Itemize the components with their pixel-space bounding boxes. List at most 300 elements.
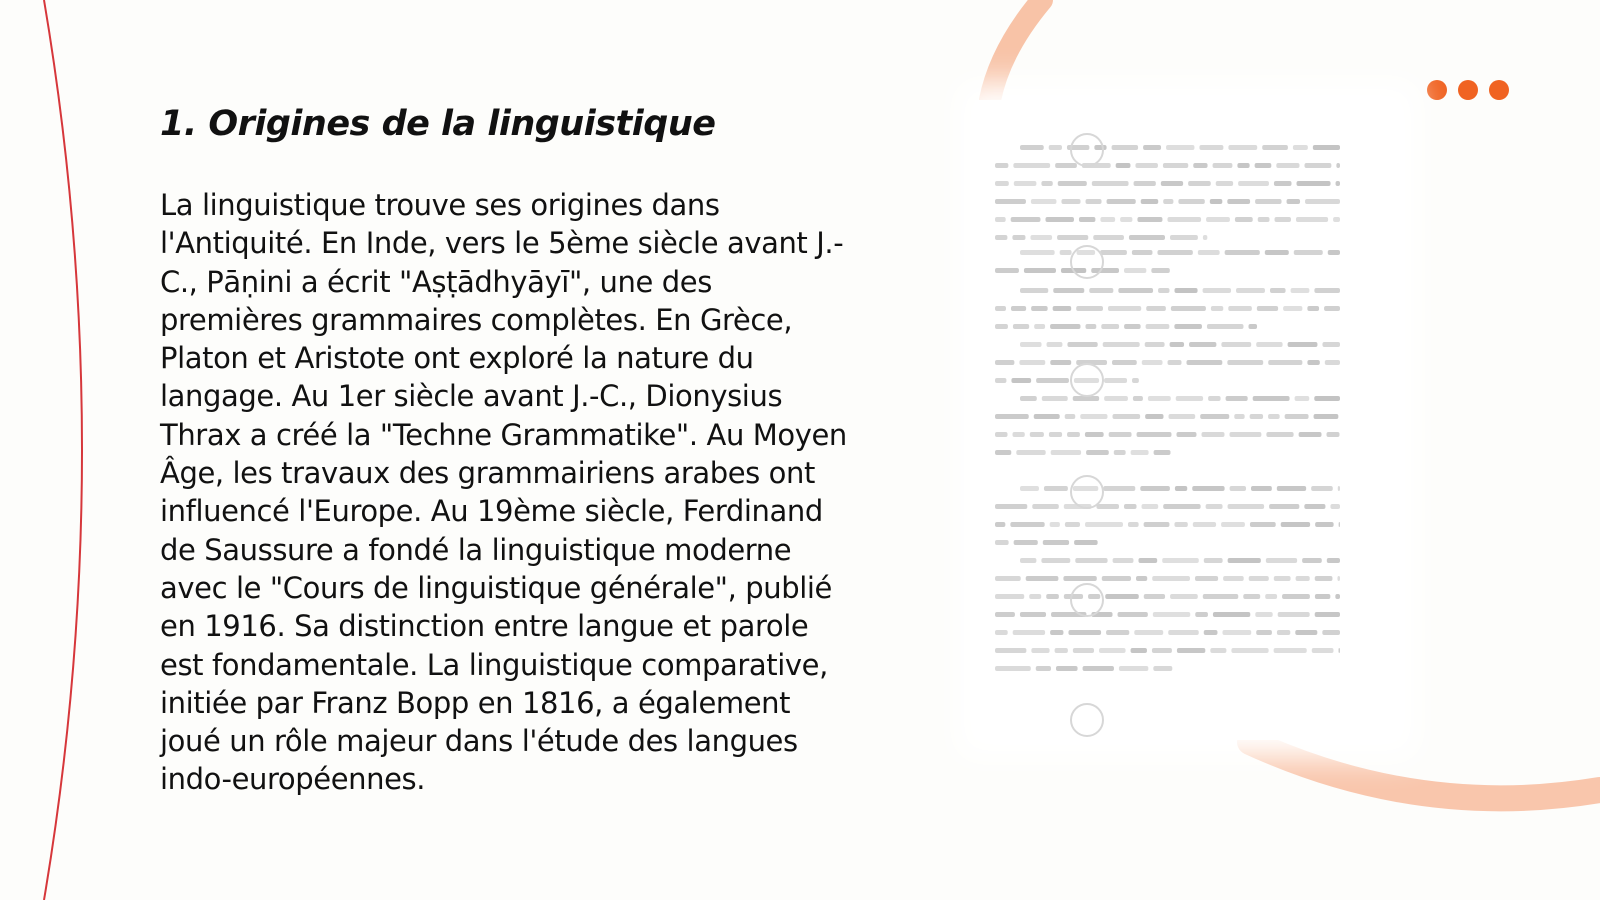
- scan-word: [1203, 594, 1238, 599]
- scan-word: [1189, 342, 1216, 347]
- scan-word: [1014, 540, 1038, 545]
- scan-word: [1199, 145, 1223, 150]
- scan-word: [1161, 181, 1183, 186]
- scan-word: [1036, 666, 1051, 671]
- scan-word: [1094, 145, 1106, 150]
- scan-word: [1061, 199, 1080, 204]
- scan-word: [1107, 199, 1136, 204]
- scan-word: [1265, 250, 1289, 255]
- scan-word: [995, 324, 1008, 329]
- scan-word: [1206, 504, 1223, 509]
- slide-title: 1. Origines de la linguistique: [160, 104, 716, 144]
- scan-word: [1336, 163, 1340, 168]
- scan-word: [1168, 630, 1199, 635]
- scan-word: [995, 199, 1026, 204]
- scan-word: [1248, 324, 1257, 329]
- scan-word: [1266, 558, 1297, 563]
- scan-word: [1296, 217, 1328, 222]
- scan-word: [1228, 145, 1257, 150]
- scan-word: [1315, 594, 1330, 599]
- scan-word: [1053, 288, 1084, 293]
- scan-word: [1029, 594, 1041, 599]
- scan-word: [1335, 594, 1340, 599]
- scan-word: [1228, 504, 1265, 509]
- scan-word: [1285, 414, 1309, 419]
- scan-word: [1235, 217, 1253, 222]
- scan-word: [1024, 268, 1056, 273]
- scan-word: [1322, 342, 1340, 347]
- scan-word: [1146, 306, 1166, 311]
- three-dots-icon: [1427, 80, 1509, 100]
- slide-body-text: La linguistique trouve ses origines dans l'Antiquité. En Inde, vers le 5ème siècle avant J.-C., Pāṇini a écrit "Aṣṭādhyāyī", une des premières grammaires complètes. En Grèce, Platon et Aristote ont exploré la nature du langage. Au 1er siècle avant J.-C., Dionysius Thrax a créé la "Techne Grammatike". Au Moyen Âge, les travaux des grammairiens arabes ont influencé l'Europe. Au 19ème siècle, Ferdinand de Saussure a fondé la linguistique moderne avec le "Cours de linguistique générale", publié en 1916. Sa distinction entre langue et parole est fondamentale. La linguistique comparative, initiée par Franz Bopp en 1816, a également joué un rôle majeur dans l'étude des langues indo-européennes.: [160, 188, 847, 797]
- scan-word: [1065, 522, 1080, 527]
- scan-word: [1050, 630, 1063, 635]
- scan-word: [1118, 288, 1153, 293]
- scan-word: [1153, 612, 1190, 617]
- scan-word: [1086, 199, 1102, 204]
- scan-word: [1243, 594, 1260, 599]
- scan-word: [1201, 432, 1224, 437]
- scan-word: [1152, 576, 1190, 581]
- scan-word: [995, 450, 1011, 455]
- scan-word: [1312, 648, 1334, 653]
- scan-word: [1204, 630, 1218, 635]
- scan-word: [1311, 486, 1333, 491]
- scan-word: [1294, 250, 1323, 255]
- scan-word: [1250, 414, 1263, 419]
- scan-word: [1175, 288, 1198, 293]
- scan-word: [1176, 432, 1196, 437]
- scan-word: [1145, 342, 1165, 347]
- scan-word: [1041, 181, 1052, 186]
- scan-word: [1031, 648, 1049, 653]
- scan-word: [1013, 163, 1050, 168]
- scan-word: [1056, 666, 1078, 671]
- scan-word: [1050, 324, 1080, 329]
- scan-word: [995, 163, 1008, 168]
- scan-word: [1230, 486, 1246, 491]
- scan-word: [1057, 235, 1088, 240]
- scan-word: [1192, 486, 1224, 491]
- scan-word: [1255, 199, 1281, 204]
- scan-word: [1030, 235, 1052, 240]
- scan-word: [1250, 522, 1276, 527]
- scan-word: [1020, 342, 1042, 347]
- scan-word: [1109, 432, 1132, 437]
- watermark-logo: [1071, 584, 1103, 616]
- scan-word: [1203, 235, 1207, 240]
- scan-word: [1077, 250, 1096, 255]
- scan-word: [1222, 630, 1251, 635]
- scan-word: [1085, 324, 1096, 329]
- scan-word: [1108, 306, 1141, 311]
- scan-word: [1020, 558, 1036, 563]
- scan-word: [1135, 163, 1157, 168]
- scan-word: [1124, 324, 1140, 329]
- scan-word: [1251, 486, 1272, 491]
- scan-word: [1064, 594, 1083, 599]
- scan-word: [1268, 360, 1302, 365]
- scan-word: [995, 630, 1008, 635]
- scan-word: [995, 432, 1008, 437]
- scan-word: [1151, 268, 1169, 273]
- scan-word: [1288, 342, 1318, 347]
- scan-word: [1137, 217, 1162, 222]
- scan-word: [1101, 324, 1119, 329]
- scan-word: [995, 414, 1029, 419]
- scan-word: [1158, 288, 1169, 293]
- scan-word: [1338, 648, 1340, 653]
- scan-word: [995, 235, 1007, 240]
- scan-word: [1144, 522, 1170, 527]
- scan-word: [1337, 576, 1340, 581]
- scan-word: [1307, 306, 1319, 311]
- scan-word: [1157, 250, 1192, 255]
- scan-word: [995, 666, 1031, 671]
- scan-word: [1011, 217, 1041, 222]
- scan-word: [1032, 504, 1059, 509]
- scan-word: [1297, 181, 1331, 186]
- scan-word: [1255, 612, 1272, 617]
- scan-word: [1144, 594, 1165, 599]
- scan-word: [1307, 360, 1319, 365]
- scan-word: [1034, 324, 1045, 329]
- scan-word: [1132, 378, 1139, 383]
- scan-word: [1103, 342, 1140, 347]
- scan-word: [1230, 432, 1262, 437]
- scan-word: [1050, 522, 1060, 527]
- scan-word: [995, 576, 1021, 581]
- scan-word: [1146, 324, 1170, 329]
- scan-word: [1170, 235, 1198, 240]
- scan-word: [1046, 594, 1059, 599]
- scan-word: [1088, 594, 1100, 599]
- scan-word: [1206, 217, 1230, 222]
- scan-word: [1238, 181, 1269, 186]
- scan-word: [995, 594, 1024, 599]
- scan-word: [1112, 360, 1137, 365]
- scan-word: [1133, 396, 1143, 401]
- scan-word: [1100, 250, 1127, 255]
- scan-word: [1141, 199, 1158, 204]
- scan-word: [1100, 217, 1115, 222]
- scan-word: [1170, 342, 1184, 347]
- scan-word: [1060, 250, 1072, 255]
- scan-word: [1177, 648, 1205, 653]
- scan-word: [1258, 217, 1270, 222]
- scan-word: [1120, 217, 1132, 222]
- scan-word: [995, 268, 1019, 273]
- scan-word: [1314, 396, 1340, 401]
- scan-word: [1124, 504, 1137, 509]
- scan-word: [1283, 306, 1302, 311]
- scan-word: [1163, 199, 1173, 204]
- scan-word: [1065, 414, 1076, 419]
- scan-word: [1063, 576, 1096, 581]
- scan-word: [1276, 163, 1299, 168]
- scan-word: [1210, 199, 1223, 204]
- scan-word: [1270, 288, 1286, 293]
- scan-word: [1074, 540, 1098, 545]
- scan-word: [1013, 630, 1045, 635]
- scan-word: [1091, 268, 1119, 273]
- scan-word: [1034, 414, 1060, 419]
- scan-word: [1176, 396, 1203, 401]
- scan-word: [1274, 648, 1307, 653]
- scan-word: [1085, 522, 1123, 527]
- scan-word: [1020, 396, 1037, 401]
- scan-word: [1302, 558, 1322, 563]
- scan-word: [1096, 504, 1119, 509]
- scan-word: [1134, 181, 1156, 186]
- left-border-curve: [0, 0, 120, 900]
- scan-word: [1041, 558, 1070, 563]
- scan-word: [1266, 432, 1293, 437]
- scan-word: [1227, 360, 1263, 365]
- dot: [1458, 80, 1478, 100]
- scan-word: [1265, 594, 1277, 599]
- scan-word: [1104, 396, 1128, 401]
- scan-word: [1092, 181, 1129, 186]
- scan-word: [1287, 199, 1301, 204]
- scan-word: [1036, 378, 1069, 383]
- scan-word: [1163, 504, 1200, 509]
- scan-word: [1020, 250, 1055, 255]
- scan-word: [995, 378, 1006, 383]
- scan-word: [1315, 522, 1334, 527]
- scan-word: [1073, 648, 1094, 653]
- scan-word: [1106, 630, 1129, 635]
- scan-word: [1324, 306, 1340, 311]
- scan-word: [1020, 612, 1046, 617]
- scan-word: [1013, 432, 1025, 437]
- scan-word: [1221, 522, 1245, 527]
- scan-word: [1295, 630, 1317, 635]
- scan-word: [1174, 324, 1202, 329]
- scan-word: [1030, 432, 1044, 437]
- scan-word: [1011, 306, 1026, 311]
- scan-word: [1171, 306, 1206, 311]
- scan-word: [1313, 145, 1340, 150]
- scan-word: [1169, 414, 1196, 419]
- scan-word: [1274, 181, 1292, 186]
- scan-word: [1143, 145, 1161, 150]
- scan-word: [1328, 250, 1340, 255]
- scan-word: [1099, 648, 1126, 653]
- dot: [1489, 80, 1509, 100]
- scan-word: [1305, 199, 1340, 204]
- scan-word: [1140, 486, 1170, 491]
- scan-word: [1275, 217, 1291, 222]
- scan-word: [1154, 450, 1171, 455]
- scan-word: [1333, 217, 1340, 222]
- scan-word: [1118, 612, 1148, 617]
- scan-word: [1153, 666, 1172, 671]
- scan-word: [1325, 360, 1340, 365]
- scan-word: [1281, 522, 1310, 527]
- scan-word: [1262, 145, 1288, 150]
- scan-word: [1020, 145, 1044, 150]
- scan-word: [1119, 666, 1148, 671]
- scan-word: [1237, 163, 1249, 168]
- scan-word: [1055, 648, 1068, 653]
- scan-word: [1132, 250, 1153, 255]
- scan-word: [1142, 360, 1163, 365]
- scan-word: [1042, 396, 1068, 401]
- scan-word: [1299, 432, 1322, 437]
- scan-word: [1304, 504, 1325, 509]
- scan-word: [1031, 199, 1057, 204]
- scan-word: [1327, 432, 1340, 437]
- scan-word: [1031, 306, 1048, 311]
- scan-word: [1228, 306, 1252, 311]
- scan-word: [1211, 306, 1223, 311]
- scan-word: [1058, 181, 1087, 186]
- scan-word: [1227, 199, 1250, 204]
- scanned-page-graphic: [975, 100, 1400, 740]
- scan-word: [1103, 486, 1135, 491]
- scan-word: [1019, 360, 1045, 365]
- scan-word: [1274, 576, 1291, 581]
- scan-word: [1079, 217, 1095, 222]
- scan-word: [1131, 450, 1149, 455]
- scan-word: [1193, 522, 1216, 527]
- scan-word: [1322, 630, 1340, 635]
- scan-word: [1131, 648, 1147, 653]
- scan-word: [1314, 288, 1340, 293]
- scan-word: [1188, 181, 1211, 186]
- scan-word: [1142, 504, 1159, 509]
- scan-word: [1067, 432, 1080, 437]
- scan-word: [1137, 432, 1172, 437]
- scan-word: [1047, 342, 1063, 347]
- scan-word: [1282, 594, 1310, 599]
- watermark-logo: [1071, 476, 1103, 508]
- scan-word: [995, 306, 1006, 311]
- scan-word: [1204, 558, 1223, 563]
- scan-word: [1330, 504, 1340, 509]
- scan-word: [1026, 576, 1059, 581]
- scanned-page-image: [975, 100, 1400, 740]
- scan-word: [1269, 504, 1299, 509]
- scan-word: [1068, 630, 1101, 635]
- scan-word: [1234, 414, 1244, 419]
- scan-word: [1089, 288, 1113, 293]
- scan-word: [1207, 324, 1244, 329]
- scan-word: [1216, 181, 1233, 186]
- scan-word: [1195, 612, 1208, 617]
- scan-word: [1315, 576, 1333, 581]
- scan-word: [1256, 630, 1272, 635]
- scan-word: [1136, 576, 1147, 581]
- scan-word: [995, 648, 1026, 653]
- scan-word: [1012, 235, 1025, 240]
- scan-word: [1010, 522, 1044, 527]
- scan-word: [1336, 181, 1340, 186]
- scan-word: [1249, 576, 1269, 581]
- scan-word: [1152, 648, 1172, 653]
- scan-word: [1074, 378, 1099, 383]
- scan-word: [995, 522, 1005, 527]
- scan-word: [1049, 432, 1062, 437]
- scan-word: [1013, 324, 1029, 329]
- scan-word: [995, 217, 1006, 222]
- scan-word: [1124, 268, 1146, 273]
- scan-word: [1020, 486, 1039, 491]
- scan-word: [1053, 306, 1072, 311]
- scan-word: [1076, 306, 1103, 311]
- scan-word: [1055, 163, 1077, 168]
- scan-word: [1166, 145, 1194, 150]
- scan-word: [1193, 163, 1207, 168]
- scan-word: [1339, 522, 1340, 527]
- scan-word: [1145, 414, 1163, 419]
- scan-word: [1226, 396, 1248, 401]
- scan-word: [1223, 576, 1244, 581]
- scan-word: [1134, 630, 1163, 635]
- scan-word: [1020, 288, 1048, 293]
- scan-word: [1277, 630, 1290, 635]
- scan-word: [1011, 378, 1031, 383]
- scan-word: [1085, 432, 1104, 437]
- scan-word: [1236, 288, 1265, 293]
- scan-word: [1167, 217, 1201, 222]
- scan-word: [1050, 360, 1071, 365]
- scan-word: [1044, 486, 1068, 491]
- scan-word: [1253, 396, 1290, 401]
- scan-word: [1277, 486, 1306, 491]
- scan-word: [1200, 414, 1229, 419]
- scan-word: [1203, 288, 1231, 293]
- scan-word: [1045, 217, 1073, 222]
- scan-word: [1014, 181, 1037, 186]
- scan-word: [1112, 414, 1140, 419]
- scan-word: [1338, 486, 1340, 491]
- scan-word: [1178, 199, 1204, 204]
- dot: [1427, 80, 1447, 100]
- scan-word: [1315, 612, 1340, 617]
- scan-word: [1116, 163, 1131, 168]
- scan-word: [1174, 522, 1187, 527]
- scan-word: [995, 360, 1014, 365]
- scan-word: [1208, 396, 1220, 401]
- scan-word: [1083, 666, 1114, 671]
- scan-word: [1295, 396, 1310, 401]
- scan-word: [1104, 378, 1127, 383]
- scan-word: [1043, 540, 1069, 545]
- scan-word: [1256, 342, 1282, 347]
- scan-word: [1213, 612, 1250, 617]
- scan-word: [995, 504, 1027, 509]
- scan-word: [1102, 576, 1131, 581]
- scan-word: [1163, 163, 1188, 168]
- scan-word: [1105, 594, 1139, 599]
- scan-word: [1075, 558, 1107, 563]
- scan-word: [1278, 612, 1310, 617]
- scan-word: [1114, 450, 1126, 455]
- scan-word: [1296, 576, 1310, 581]
- scan-word: [1268, 414, 1280, 419]
- scan-word: [1016, 450, 1045, 455]
- scan-word: [1168, 360, 1182, 365]
- scan-word: [1162, 558, 1199, 563]
- scan-word: [1198, 250, 1220, 255]
- scan-word: [1113, 558, 1134, 563]
- scan-word: [1304, 163, 1331, 168]
- scan-word: [1213, 163, 1233, 168]
- scan-word: [1221, 342, 1251, 347]
- scan-word: [1138, 558, 1157, 563]
